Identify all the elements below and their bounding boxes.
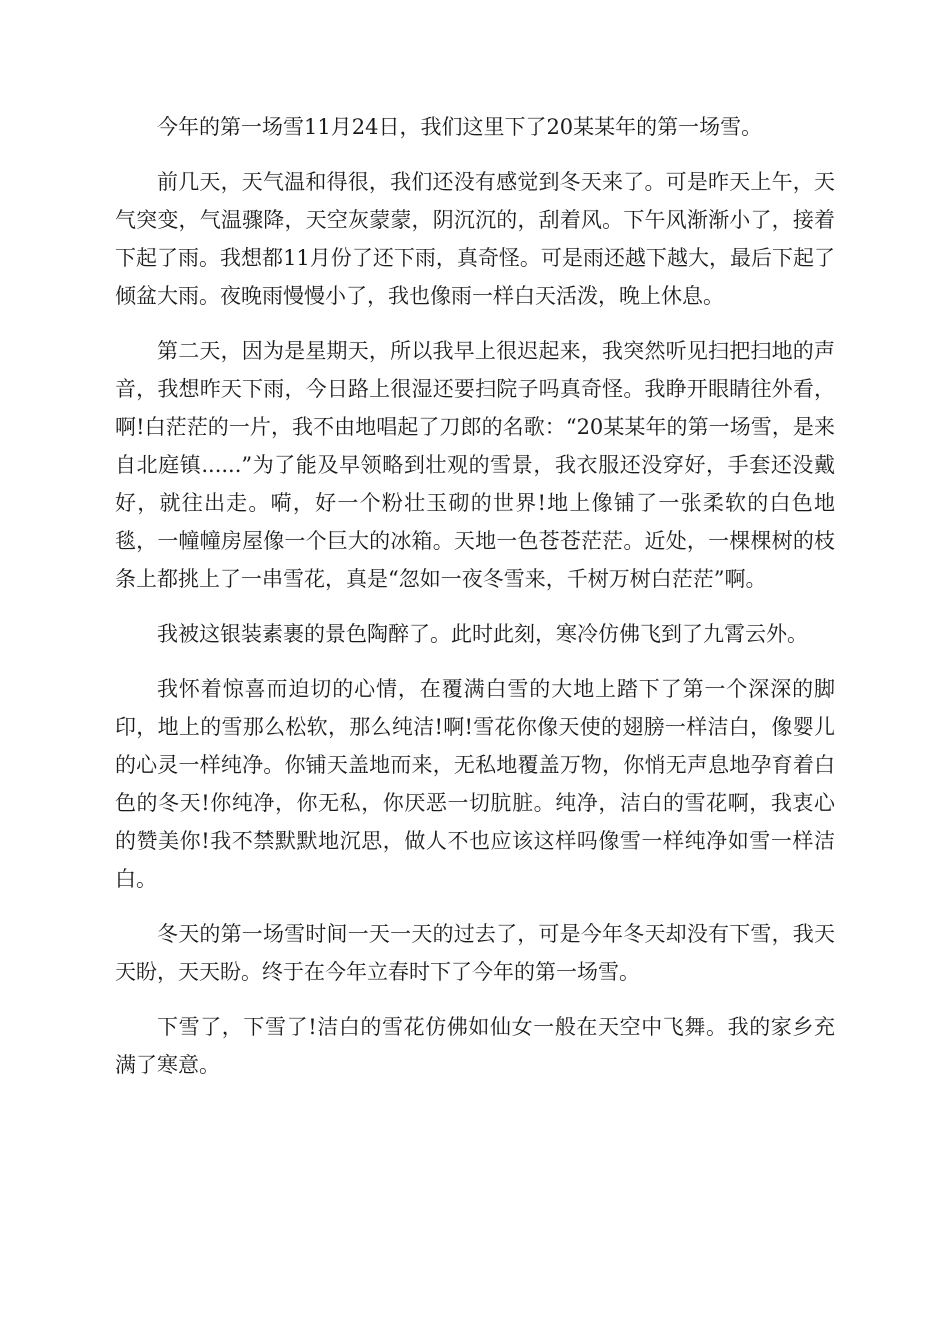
document-page bbox=[115, 108, 835, 1101]
paragraph-6: 冬天的第一场雪时间一天一天的过去了，可是今年冬天却没有下雪，我天天盼，天天盼。终于在今年立春时下了今年的第一场雪。 bbox=[115, 922, 835, 984]
paragraph-3: 第二天，因为是星期天，所以我早上很迟起来，我突然听见扫把扫地的声音，我想昨天下雨，今日路上很湿还要扫院子吗真奇怪。我睁开眼睛往外看，啊!白茫茫的一片，我不由地唱起了刀郎的名歌：“20某某年的第一场雪，是来自北庭镇......”为了能及早领略到壮观的雪景，我衣服还没穿好，手套还没戴好，就往出走。嗬，好一个粉壮玉砌的世界!地上像铺了一张柔软的白色地毯，一幢幢房屋像一个巨大的冰箱。天地一色苍苍茫茫。近处，一棵棵树的枝条上都挑上了一串雪花，真是“忽如一夜冬雪来，千树万树白茫茫”啊。 bbox=[115, 339, 835, 591]
paragraph-7: 下雪了，下雪了!洁白的雪花仿佛如仙女一般在天空中飞舞。我的家乡充满了寒意。 bbox=[115, 1015, 835, 1077]
paragraph-5: 我怀着惊喜而迫切的心情，在覆满白雪的大地上踏下了第一个深深的脚印，地上的雪那么松软，那么纯洁!啊!雪花你像天使的翅膀一样洁白，像婴儿的心灵一样纯净。你铺天盖地而来，无私地覆盖万物，你悄无声息地孕育着白色的冬天!你纯净，你无私，你厌恶一切肮脏。纯净，洁白的雪花啊，我衷心的赞美你!我不禁默默地沉思，做人不也应该这样吗像雪一样纯净如雪一样洁白。 bbox=[115, 677, 835, 891]
paragraph-1: 今年的第一场雪11月24日，我们这里下了20某某年的第一场雪。 bbox=[157, 115, 763, 139]
paragraph-2: 前几天，天气温和得很，我们还没有感觉到冬天来了。可是昨天上午，天气突变，气温骤降，天空灰蒙蒙，阴沉沉的，刮着风。下午风渐渐小了，接着下起了雨。我想都11月份了还下雨，真奇怪。可是雨还越下越大，最后下起了倾盆大雨。夜晚雨慢慢小了，我也像雨一样白天活泼，晚上休息。 bbox=[115, 170, 835, 308]
paragraph-4: 我被这银装素裹的景色陶醉了。此时此刻，寒冷仿佛飞到了九霄云外。 bbox=[157, 622, 808, 646]
